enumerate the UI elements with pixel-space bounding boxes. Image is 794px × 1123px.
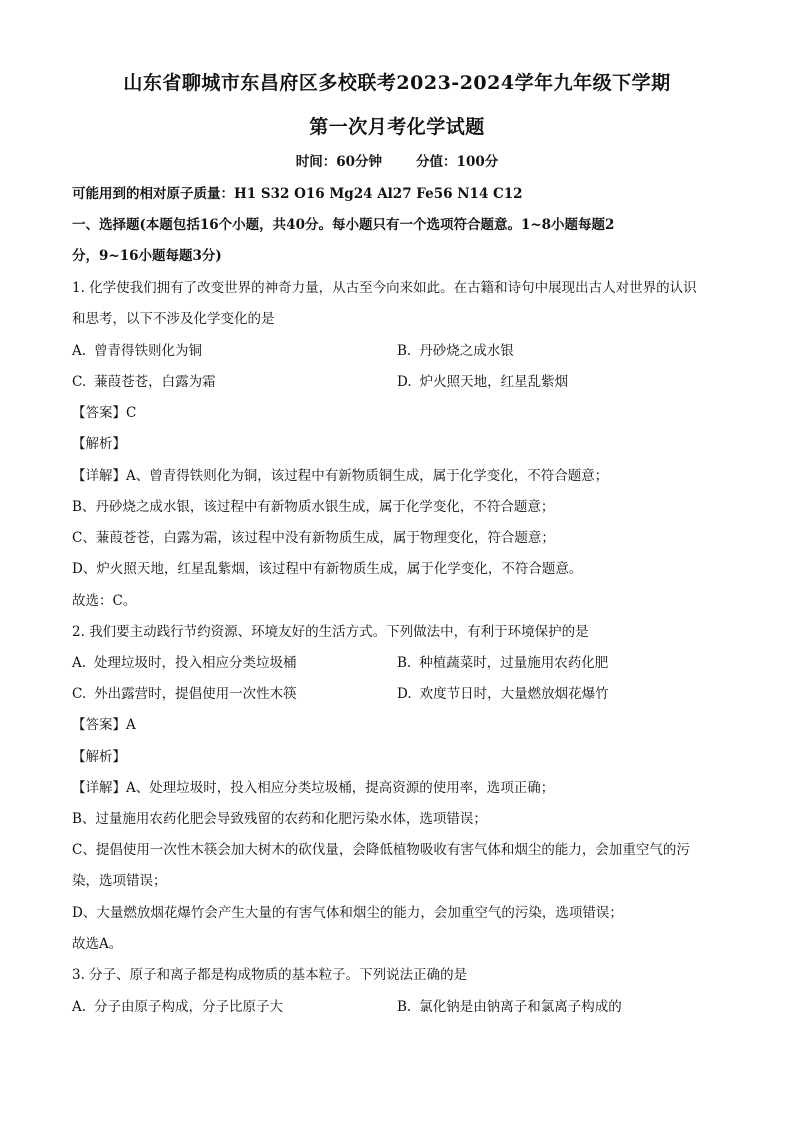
q1-conclusion: 故选：C。	[72, 593, 137, 609]
exam-score: 分值：100分	[416, 154, 499, 170]
option-letter: A.	[72, 655, 87, 671]
q2-detail-line4: 染，选项错误；	[72, 873, 167, 889]
option-text: 处理垃圾时，投入相应分类垃圾桶	[94, 655, 297, 671]
q1-detail-line2: B、丹砂烧之成水银，该过程中有新物质水银生成，属于化学变化，不符合题意；	[72, 499, 555, 515]
q2-analysis-label: 【解析】	[72, 749, 126, 765]
q2-detail-line1: 【详解】A、处理垃圾时，投入相应分类垃圾桶，提高资源的使用率，选项正确；	[72, 780, 555, 796]
option-letter: A.	[72, 343, 87, 359]
q3-stem-line1: 3. 分子、原子和离子都是构成物质的基本粒子。下列说法正确的是	[72, 967, 468, 983]
option-letter: B.	[397, 999, 412, 1015]
option-text: 丹砂烧之成水银	[419, 343, 514, 359]
option-text: 外出露营时，提倡使用一次性木筷	[94, 686, 297, 702]
q1-option-a	[72, 339, 202, 359]
q1-stem-line1: 1. 化学使我们拥有了改变世界的神奇力量，从古至今向来如此。在古籍和诗句中展现出古人对世界的认识	[72, 280, 697, 296]
option-text: 种植蔬菜时，过量施用农药化肥	[419, 655, 609, 671]
q2-option-b	[397, 651, 608, 671]
q1-option-c	[72, 370, 216, 390]
q1-answer: 【答案】C	[72, 405, 137, 421]
exam-time: 时间：60分钟	[295, 154, 383, 170]
option-text: 分子由原子构成，分子比原子大	[94, 999, 284, 1015]
q2-detail-line5: D、大量燃放烟花爆竹会产生大量的有害气体和烟尘的能力，会加重空气的污染，选项错误；	[72, 905, 623, 921]
option-letter: B.	[397, 655, 412, 671]
page-title: 山东省聊城市东昌府区多校联考2023-2024学年九年级下学期	[123, 72, 671, 94]
option-text: 蒹葭苍苍，白露为霜	[94, 374, 216, 390]
q1-detail-line1: 【详解】A、曾青得铁则化为铜，该过程中有新物质铜生成，属于化学变化，不符合题意；	[72, 468, 609, 484]
option-letter: B.	[397, 343, 412, 359]
section-heading-line1: 一、选择题(本题包括16个小题，共40分。每小题只有一个选项符合题意。1~8小题每题2	[72, 217, 615, 233]
q1-analysis-label: 【解析】	[72, 436, 126, 452]
option-text: 炉火照天地，红星乱紫烟	[419, 374, 569, 390]
page-subtitle: 第一次月考化学试题	[309, 116, 485, 138]
q2-answer: 【答案】A	[72, 717, 136, 733]
atomic-masses: 可能用到的相对原子质量：H1 S32 O16 Mg24 Al27 Fe56 N14 C12	[72, 186, 523, 202]
q2-option-a	[72, 651, 297, 671]
option-text: 曾青得铁则化为铜	[94, 343, 203, 359]
q1-stem-line2: 和思考，以下不涉及化学变化的是	[72, 311, 275, 327]
q1-option-d	[397, 370, 568, 390]
q2-conclusion: 故选A。	[72, 936, 123, 952]
option-letter: D.	[397, 686, 412, 702]
q2-option-c	[72, 682, 297, 702]
option-letter: C.	[72, 374, 87, 390]
q1-detail-line4: D、炉火照天地，红星乱紫烟，该过程中有新物质生成，属于化学变化，不符合题意。	[72, 561, 583, 577]
q3-option-b	[397, 995, 622, 1015]
exam-meta	[0, 150, 794, 170]
option-text: 欢度节日时，大量燃放烟花爆竹	[419, 686, 609, 702]
q2-stem-line1: 2. 我们要主动践行节约资源、环境友好的生活方式。下列做法中，有利于环境保护的是	[72, 624, 589, 640]
option-text: 氯化钠是由钠离子和氯离子构成的	[419, 999, 622, 1015]
q2-detail-line2: B、过量施用农药化肥会导致残留的农药和化肥污染水体，选项错误；	[72, 811, 487, 827]
option-letter: D.	[397, 374, 412, 390]
q2-detail-line3: C、提倡使用一次性木筷会加大树木的砍伐量，会降低植物吸收有害气体和烟尘的能力，会加重空气的污	[72, 842, 690, 858]
option-letter: A.	[72, 999, 87, 1015]
q2-option-d	[397, 682, 609, 702]
q3-option-a	[72, 995, 283, 1015]
q1-option-b	[397, 339, 514, 359]
section-heading-line2: 分，9~16小题每题3分)	[72, 248, 222, 264]
q1-detail-line3: C、蒹葭苍苍，白露为霜，该过程中没有新物质生成，属于物理变化，符合题意；	[72, 530, 555, 546]
option-letter: C.	[72, 686, 87, 702]
